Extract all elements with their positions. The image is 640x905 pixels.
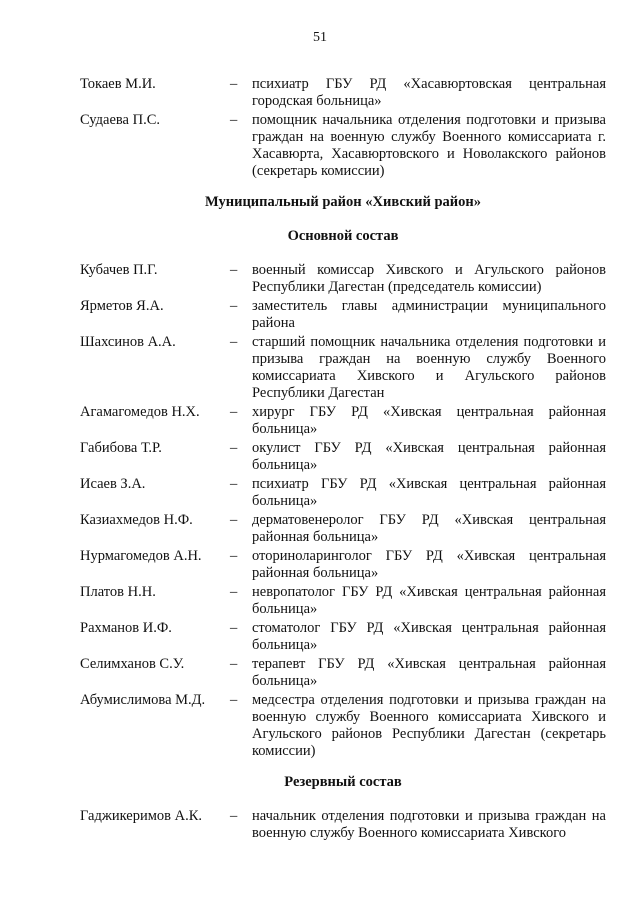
member-entry <box>80 112 606 180</box>
dash-separator: – <box>230 298 238 314</box>
member-entry <box>80 548 606 582</box>
member-name: Селимханов С.У. <box>80 656 185 672</box>
member-role: стоматолог ГБУ РД «Хивская центральная районная больница» <box>252 620 606 653</box>
member-name: Нурмагомедов А.Н. <box>80 548 202 564</box>
member-role: невропатолог ГБУ РД «Хивская центральная районная больница» <box>252 584 606 617</box>
dash-separator: – <box>230 112 238 128</box>
member-role: помощник начальника отделения подготовки и призыва граждан на военную службу Военного комиссариата г. Хасавюрта, Хасавюртовского и Новолакского районов (секретарь комиссии) <box>252 112 606 179</box>
member-name: Агамагомедов Н.Х. <box>80 404 200 420</box>
dash-separator: – <box>230 404 238 420</box>
member-name: Габибова Т.Р. <box>80 440 162 456</box>
member-role: начальник отделения подготовки и призыва граждан на военную службу Военного комиссариата Хивского <box>252 808 606 841</box>
member-role: медсестра отделения подготовки и призыва граждан на военную службу Военного комиссариата Хивского и Агульского районов Республики Дагестан (секретарь комиссии) <box>252 692 606 759</box>
dash-separator: – <box>230 512 238 528</box>
member-entry <box>80 656 606 690</box>
dash-separator: – <box>230 692 238 708</box>
member-role: дерматовенеролог ГБУ РД «Хивская центральная районная больница» <box>252 512 606 545</box>
dash-separator: – <box>230 620 238 636</box>
reserve-entry-list <box>80 808 606 842</box>
member-role: окулист ГБУ РД «Хивская центральная районная больница» <box>252 440 606 473</box>
page-number: 51 <box>313 30 327 45</box>
member-role: заместитель главы администрации муниципального района <box>252 298 606 331</box>
member-name: Платов Н.Н. <box>80 584 156 600</box>
member-entry <box>80 440 606 474</box>
document-content <box>80 76 606 844</box>
main-composition-title: Основной состав <box>287 228 399 244</box>
member-entry <box>80 584 606 618</box>
dash-separator: – <box>230 548 238 564</box>
section-title: Муниципальный район «Хивский район» <box>205 194 481 210</box>
member-name: Судаева П.С. <box>80 112 161 128</box>
member-name: Абумислимова М.Д. <box>80 692 206 708</box>
member-name: Шахсинов А.А. <box>80 334 176 350</box>
dash-separator: – <box>230 440 238 456</box>
member-entry <box>80 620 606 654</box>
dash-separator: – <box>230 584 238 600</box>
member-entry <box>80 298 606 332</box>
member-role: старший помощник начальника отделения подготовки и призыва граждан на военную службу Военного комиссариата Хивского и Агульского районов Республики Дагестан <box>252 334 606 401</box>
member-role: хирург ГБУ РД «Хивская центральная районная больница» <box>252 404 606 437</box>
member-name: Гаджикеримов А.К. <box>80 808 203 824</box>
dash-separator: – <box>230 476 238 492</box>
dash-separator: – <box>230 262 238 278</box>
member-entry <box>80 692 606 760</box>
member-role: психиатр ГБУ РД «Хивская центральная районная больница» <box>252 476 606 509</box>
dash-separator: – <box>230 76 238 92</box>
member-entry <box>80 808 606 842</box>
member-name: Ярметов Я.А. <box>80 298 164 314</box>
dash-separator: – <box>230 656 238 672</box>
main-entry-list <box>80 262 606 760</box>
member-role: оториноларинголог ГБУ РД «Хивская центральная районная больница» <box>252 548 606 581</box>
member-entry <box>80 76 606 110</box>
member-entry <box>80 404 606 438</box>
dash-separator: – <box>230 808 238 824</box>
member-name: Токаев М.И. <box>80 76 156 92</box>
member-role: военный комиссар Хивского и Агульского районов Республики Дагестан (председатель комиссии) <box>252 262 606 295</box>
member-name: Кубачев П.Г. <box>80 262 158 278</box>
member-name: Рахманов И.Ф. <box>80 620 172 636</box>
member-role: психиатр ГБУ РД «Хасавюртовская центральная городская больница» <box>252 76 606 109</box>
member-entry <box>80 512 606 546</box>
member-entry <box>80 476 606 510</box>
dash-separator: – <box>230 334 238 350</box>
member-name: Казиахмедов Н.Ф. <box>80 512 193 528</box>
member-entry <box>80 262 606 296</box>
top-entry-list <box>80 76 606 180</box>
member-name: Исаев З.А. <box>80 476 146 492</box>
member-entry <box>80 334 606 402</box>
member-role: терапевт ГБУ РД «Хивская центральная районная больница» <box>252 656 606 689</box>
reserve-composition-title: Резервный состав <box>284 774 402 790</box>
